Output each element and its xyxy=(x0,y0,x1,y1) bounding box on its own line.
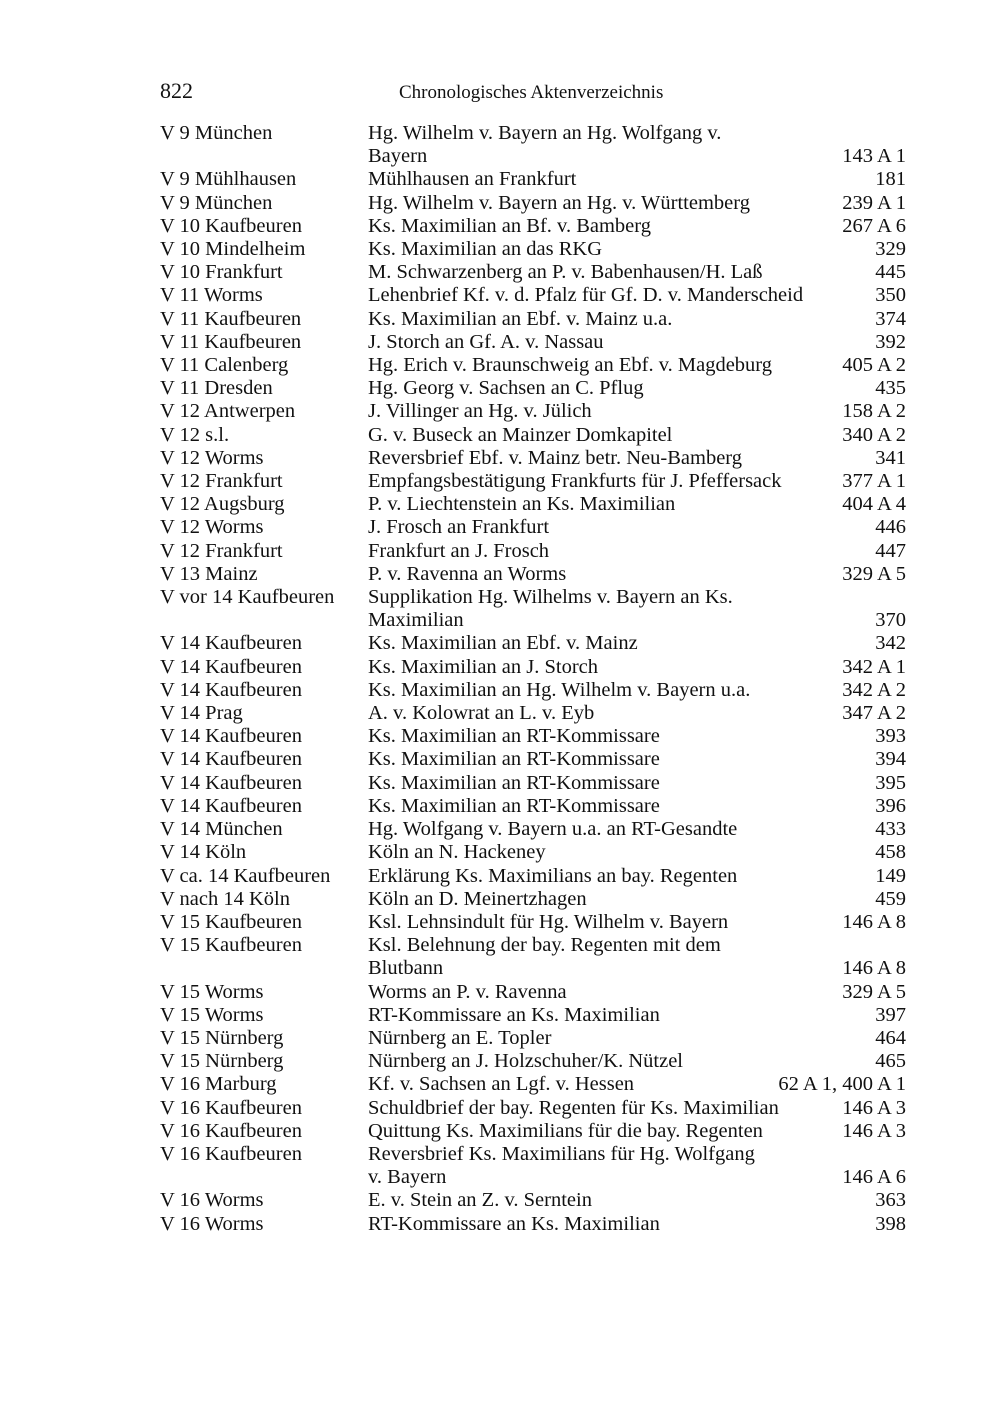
register-entry xyxy=(160,865,906,888)
entry-date-place: V 12 Frankfurt xyxy=(160,470,283,493)
entry-reference: 329 A 5 xyxy=(842,980,906,1003)
register-entry xyxy=(160,725,906,748)
entry-date-place: V 10 Mindelheim xyxy=(160,238,306,261)
entry-description: Ks. Maximilian an Ebf. v. Mainz xyxy=(368,632,638,655)
register-entry xyxy=(160,192,906,215)
entry-date-place: V 10 Frankfurt xyxy=(160,261,283,284)
entry-description: Hg. Georg v. Sachsen an C. Pflug xyxy=(368,377,644,400)
register-entry xyxy=(160,981,906,1004)
entry-date-place: V 12 s.l. xyxy=(160,423,230,446)
register-entry xyxy=(160,772,906,795)
entry-description: Frankfurt an J. Frosch xyxy=(368,539,550,562)
entry-date-place: V 16 Marburg xyxy=(160,1073,277,1096)
register-entry xyxy=(160,818,906,841)
entry-description: A. v. Kolowrat an L. v. Eyb xyxy=(368,702,595,725)
register-entry xyxy=(160,470,906,493)
entry-description: Worms an P. v. Ravenna xyxy=(368,980,567,1003)
entry-reference: 347 A 2 xyxy=(842,702,906,725)
register-entry xyxy=(160,331,906,354)
entry-reference: 377 A 1 xyxy=(842,470,906,493)
register-entry xyxy=(160,748,906,771)
entry-description: Schuldbrief der bay. Regenten für Ks. Maximilian xyxy=(368,1096,779,1119)
register-entry xyxy=(160,1073,906,1096)
entry-date-place: V 11 Kaufbeuren xyxy=(160,307,302,330)
entry-description: P. v. Liechtenstein an Ks. Maximilian xyxy=(368,493,676,516)
entry-description: Ks. Maximilian an Ebf. v. Mainz u.a. xyxy=(368,307,673,330)
register-entry xyxy=(160,238,906,261)
entry-reference: 143 A 1 xyxy=(842,145,906,168)
register-entry xyxy=(160,934,906,980)
entry-reference: 350 xyxy=(875,284,906,307)
entry-reference: 146 A 8 xyxy=(842,957,906,980)
entry-reference: 445 xyxy=(875,261,906,284)
entry-date-place: V 11 Dresden xyxy=(160,377,273,400)
register-entry xyxy=(160,377,906,400)
entry-date-place: V 14 München xyxy=(160,818,283,841)
entry-reference: 146 A 3 xyxy=(842,1119,906,1142)
entry-reference: 267 A 6 xyxy=(842,214,906,237)
entry-date-place: V 11 Calenberg xyxy=(160,354,289,377)
register-entry xyxy=(160,1189,906,1212)
entry-description: Supplikation Hg. Wilhelms v. Bayern an Ks. Maximilian xyxy=(368,586,733,632)
entry-reference: 342 A 2 xyxy=(842,678,906,701)
register-entry xyxy=(160,841,906,864)
entry-date-place: V 14 Prag xyxy=(160,702,243,725)
entry-date-place: V 14 Kaufbeuren xyxy=(160,632,302,655)
register-entry xyxy=(160,424,906,447)
entry-date-place: V 11 Worms xyxy=(160,284,263,307)
entry-reference: 62 A 1, 400 A 1 xyxy=(778,1073,906,1096)
entry-description: J. Frosch an Frankfurt xyxy=(368,516,550,539)
entry-description: Hg. Wolfgang v. Bayern u.a. an RT-Gesandte xyxy=(368,818,738,841)
entry-description: Köln an D. Meinertzhagen xyxy=(368,887,587,910)
entry-description: Ks. Maximilian an RT-Kommissare xyxy=(368,771,660,794)
entry-reference: 398 xyxy=(875,1212,906,1235)
entry-date-place: V 10 Kaufbeuren xyxy=(160,214,302,237)
entry-date-place: V 16 Kaufbeuren xyxy=(160,1119,302,1142)
entry-description: Ksl. Lehnsindult für Hg. Wilhelm v. Bayern xyxy=(368,910,729,933)
entry-description: Ksl. Belehnung der bay. Regenten mit dem Blutbann xyxy=(368,934,721,980)
entry-date-place: V 15 Kaufbeuren xyxy=(160,910,302,933)
entry-date-place: V 12 Frankfurt xyxy=(160,539,283,562)
entry-description: Ks. Maximilian an Bf. v. Bamberg xyxy=(368,214,651,237)
entry-reference: 405 A 2 xyxy=(842,354,906,377)
entry-reference: 459 xyxy=(875,887,906,910)
entry-reference: 394 xyxy=(875,748,906,771)
register-entry xyxy=(160,563,906,586)
entry-date-place: V 9 Mühlhausen xyxy=(160,168,297,191)
entry-date-place: V 16 Worms xyxy=(160,1212,264,1235)
register-entry xyxy=(160,516,906,539)
register-entry xyxy=(160,679,906,702)
register-entry xyxy=(160,1050,906,1073)
entry-reference: 340 A 2 xyxy=(842,423,906,446)
entry-reference: 447 xyxy=(875,539,906,562)
register-entry xyxy=(160,795,906,818)
running-title: Chronologisches Aktenverzeichnis xyxy=(399,82,664,103)
entry-reference: 458 xyxy=(875,841,906,864)
entry-reference: 397 xyxy=(875,1003,906,1026)
entry-reference: 433 xyxy=(875,818,906,841)
entry-reference: 329 xyxy=(875,238,906,261)
entry-date-place: V ca. 14 Kaufbeuren xyxy=(160,864,331,887)
register-entry xyxy=(160,493,906,516)
register-entry xyxy=(160,1213,906,1236)
entry-date-place: V 13 Mainz xyxy=(160,562,258,585)
register-entry xyxy=(160,586,906,632)
entry-date-place: V 15 Nürnberg xyxy=(160,1050,284,1073)
entry-date-place: V 14 Kaufbeuren xyxy=(160,655,302,678)
entry-description: Kf. v. Sachsen an Lgf. v. Hessen xyxy=(368,1073,635,1096)
entry-description: Lehenbrief Kf. v. d. Pfalz für Gf. D. v. Manderscheid xyxy=(368,284,804,307)
entry-reference: 149 xyxy=(875,864,906,887)
entry-reference: 374 xyxy=(875,307,906,330)
entry-reference: 329 A 5 xyxy=(842,562,906,585)
entry-reference: 393 xyxy=(875,725,906,748)
entry-reference: 370 xyxy=(875,609,906,632)
register-entry xyxy=(160,308,906,331)
register-entry xyxy=(160,284,906,307)
entry-description: Ks. Maximilian an J. Storch xyxy=(368,655,599,678)
entry-description: Hg. Erich v. Braunschweig an Ebf. v. Magdeburg xyxy=(368,354,773,377)
entry-reference: 396 xyxy=(875,794,906,817)
entry-description: Ks. Maximilian an RT-Kommissare xyxy=(368,748,660,771)
register-entry xyxy=(160,1004,906,1027)
entry-date-place: V 14 Kaufbeuren xyxy=(160,678,302,701)
entry-date-place: V 14 Köln xyxy=(160,841,247,864)
entry-date-place: V nach 14 Köln xyxy=(160,887,291,910)
entry-description: Nürnberg an E. Topler xyxy=(368,1026,552,1049)
register-entry xyxy=(160,261,906,284)
register-entry xyxy=(160,215,906,238)
register-entry xyxy=(160,1143,906,1189)
entry-date-place: V 12 Worms xyxy=(160,446,264,469)
entry-description: P. v. Ravenna an Worms xyxy=(368,562,567,585)
register-entry xyxy=(160,1120,906,1143)
entry-date-place: V 14 Kaufbeuren xyxy=(160,771,302,794)
entry-reference: 404 A 4 xyxy=(842,493,906,516)
entry-reference: 146 A 8 xyxy=(842,910,906,933)
entry-description: Ks. Maximilian an RT-Kommissare xyxy=(368,794,660,817)
entry-description: Hg. Wilhelm v. Bayern an Hg. v. Württemberg xyxy=(368,191,750,214)
entry-description: Reversbrief Ebf. v. Mainz betr. Neu-Bamberg xyxy=(368,446,743,469)
register-entry xyxy=(160,888,906,911)
entry-description: Hg. Wilhelm v. Bayern an Hg. Wolfgang v. Bayern xyxy=(368,122,722,168)
entry-reference: 465 xyxy=(875,1050,906,1073)
register-entry xyxy=(160,656,906,679)
entry-description: Nürnberg an J. Holzschuher/K. Nützel xyxy=(368,1050,684,1073)
register-entry xyxy=(160,400,906,423)
register-entry xyxy=(160,632,906,655)
entry-date-place: V 9 München xyxy=(160,122,273,144)
entry-date-place: V 14 Kaufbeuren xyxy=(160,725,302,748)
entry-description: M. Schwarzenberg an P. v. Babenhausen/H. Laß xyxy=(368,261,763,284)
entry-description: Mühlhausen an Frankfurt xyxy=(368,168,577,191)
register-entry xyxy=(160,354,906,377)
entry-description: Erklärung Ks. Maximilians an bay. Regenten xyxy=(368,864,738,887)
entry-date-place: V 14 Kaufbeuren xyxy=(160,794,302,817)
entry-date-place: V vor 14 Kaufbeuren xyxy=(160,586,335,609)
entry-description: RT-Kommissare an Ks. Maximilian xyxy=(368,1003,660,1026)
register-entry xyxy=(160,447,906,470)
entry-reference: 435 xyxy=(875,377,906,400)
entry-date-place: V 16 Kaufbeuren xyxy=(160,1142,302,1165)
register-entry xyxy=(160,122,906,168)
entry-description: Ks. Maximilian an RT-Kommissare xyxy=(368,725,660,748)
entry-description: J. Villinger an Hg. v. Jülich xyxy=(368,400,592,423)
entry-date-place: V 15 Kaufbeuren xyxy=(160,934,302,957)
entry-reference: 158 A 2 xyxy=(842,400,906,423)
entry-date-place: V 15 Worms xyxy=(160,980,264,1003)
entry-reference: 446 xyxy=(875,516,906,539)
entry-date-place: V 9 München xyxy=(160,191,273,214)
entry-description: Ks. Maximilian an das RKG xyxy=(368,238,603,261)
entry-reference: 342 A 1 xyxy=(842,655,906,678)
register-entry xyxy=(160,1097,906,1120)
entry-description: Ks. Maximilian an Hg. Wilhelm v. Bayern u.a. xyxy=(368,678,751,701)
page-number: 822 xyxy=(160,78,193,103)
entry-reference: 363 xyxy=(875,1189,906,1212)
register-entry xyxy=(160,911,906,934)
entry-date-place: V 15 Nürnberg xyxy=(160,1026,284,1049)
register-entry xyxy=(160,168,906,191)
entry-description: Quittung Ks. Maximilians für die bay. Regenten xyxy=(368,1119,763,1142)
entry-date-place: V 12 Augsburg xyxy=(160,493,285,516)
entry-date-place: V 14 Kaufbeuren xyxy=(160,748,302,771)
entry-reference: 239 A 1 xyxy=(842,191,906,214)
entry-description: RT-Kommissare an Ks. Maximilian xyxy=(368,1212,660,1235)
entry-date-place: V 16 Worms xyxy=(160,1189,264,1212)
entry-description: G. v. Buseck an Mainzer Domkapitel xyxy=(368,423,673,446)
entry-date-place: V 12 Antwerpen xyxy=(160,400,296,423)
entry-reference: 392 xyxy=(875,330,906,353)
entry-date-place: V 15 Worms xyxy=(160,1003,264,1026)
entry-date-place: V 16 Kaufbeuren xyxy=(160,1096,302,1119)
entry-reference: 464 xyxy=(875,1026,906,1049)
entry-description: Empfangsbestätigung Frankfurts für J. Pfeffersack xyxy=(368,470,782,493)
entry-reference: 342 xyxy=(875,632,906,655)
register-entry xyxy=(160,540,906,563)
entry-date-place: V 12 Worms xyxy=(160,516,264,539)
chronological-register xyxy=(160,122,906,1236)
entry-description: Köln an N. Hackeney xyxy=(368,841,546,864)
entry-description: Reversbrief Ks. Maximilians für Hg. Wolfgang v. Bayern xyxy=(368,1142,755,1189)
entry-reference: 341 xyxy=(875,446,906,469)
entry-description: E. v. Stein an Z. v. Serntein xyxy=(368,1189,592,1212)
entry-reference: 395 xyxy=(875,771,906,794)
entry-reference: 146 A 6 xyxy=(842,1166,906,1189)
entry-date-place: V 11 Kaufbeuren xyxy=(160,330,302,353)
entry-reference: 146 A 3 xyxy=(842,1096,906,1119)
register-entry xyxy=(160,1027,906,1050)
entry-reference: 181 xyxy=(875,168,906,191)
entry-description: J. Storch an Gf. A. v. Nassau xyxy=(368,330,604,353)
register-entry xyxy=(160,702,906,725)
